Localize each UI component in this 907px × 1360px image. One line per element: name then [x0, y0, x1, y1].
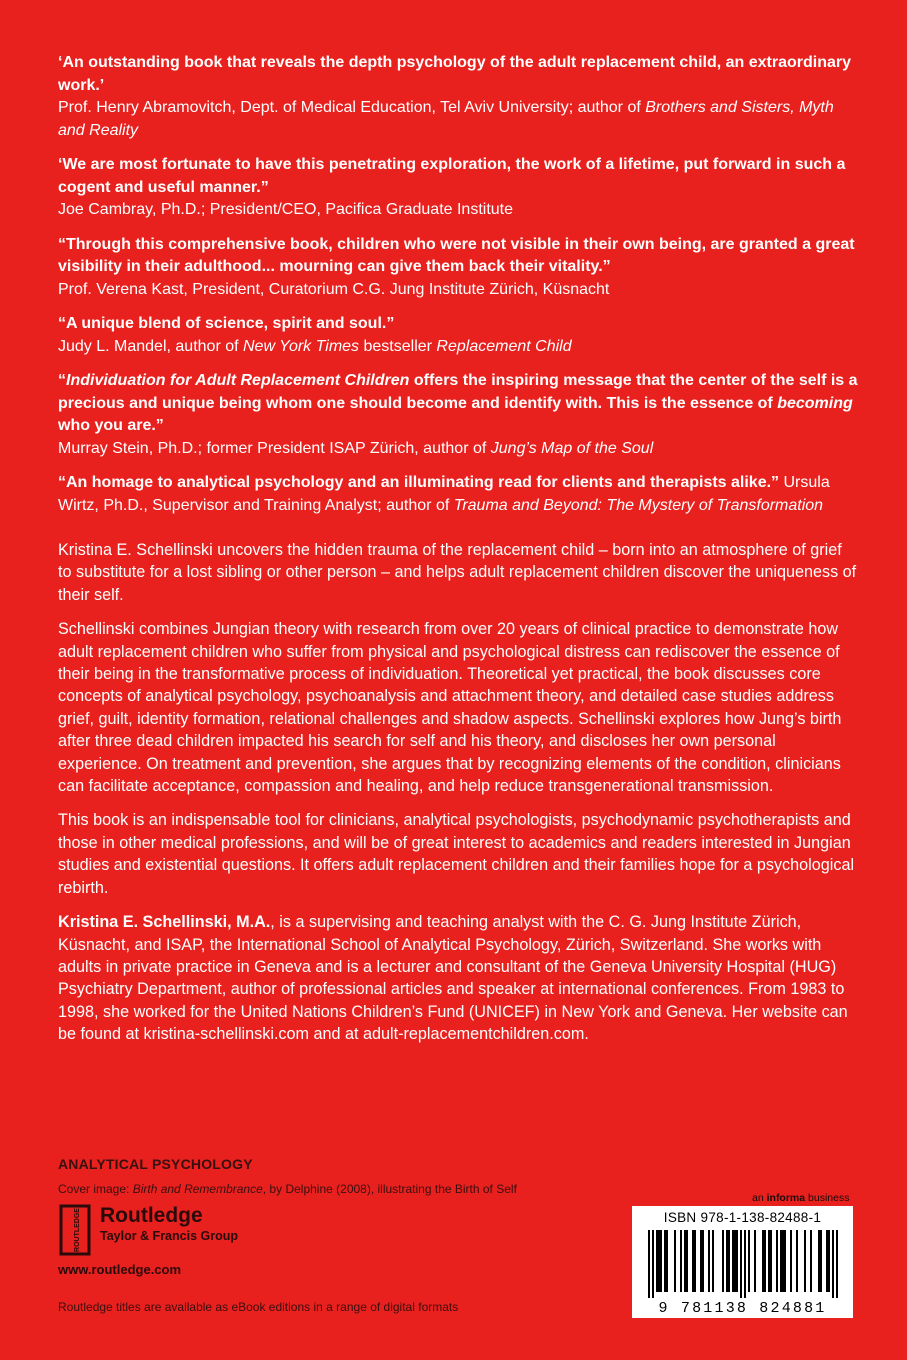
review-2: [58, 154, 858, 222]
barcode-bar: [818, 1230, 820, 1292]
publisher-name: Routledge: [100, 1204, 203, 1227]
review-text: “An homage to analytical psychology and an illuminating read for clients and therapists alike.” Ursula Wirtz, Ph.D., Supervisor and Training Analyst; author of Trauma and Beyond: The Mystery of Transformation: [58, 474, 830, 514]
review-3: [58, 234, 858, 302]
barcode-bar: [692, 1230, 694, 1292]
review-attribution: Joe Cambray, Ph.D.; President/CEO, Pacifica Graduate Institute: [58, 201, 514, 218]
barcode-bar: [768, 1230, 770, 1292]
barcode-bar: [700, 1230, 702, 1292]
barcode-box: [632, 1206, 853, 1318]
book-title: Trauma and Beyond: The Mystery of Transformation: [453, 496, 824, 514]
ebook-note: Routledge titles are available as eBook editions in a range of digital formats: [58, 1300, 459, 1314]
barcode-bar: [728, 1230, 730, 1292]
review-quote: “Through this comprehensive book, children who were not visible in their own being, are granted a great visibility in their adulthood... mourning can give them back their vitality.”: [58, 235, 855, 275]
book-title: Jung’s Map of the Soul: [490, 439, 654, 457]
review-quote: “Individuation for Adult Replacement Children offers the inspiring message that the center of the self is a precious and unique being whom one should become and identify with. This is the essence of becoming who you are.”: [58, 372, 858, 434]
barcode-bar: [658, 1230, 660, 1292]
barcode-bar: [820, 1230, 822, 1292]
review-5: [58, 370, 858, 460]
barcode-bar: [734, 1230, 736, 1292]
isbn-label: ISBN 978-1-138-82488-1: [663, 1210, 822, 1225]
barcode-bar: [790, 1230, 792, 1292]
barcode-bar: [732, 1230, 734, 1292]
description-paragraph: Kristina E. Schellinski uncovers the hidden trauma of the replacement child – born into an atmosphere of grief to substitute for a lost sibling or other person – and helps adult replacement children discover the uniqueness of their self.: [58, 541, 857, 604]
review-attribution: Murray Stein, Ph.D.; former President ISAP Zürich, author of Jung’s Map of the Soul: [58, 439, 654, 457]
review-quote: ‘We are most fortunate to have this penetrating exploration, the work of a lifetime, put forward in such a cogent and useful manner.”: [58, 156, 846, 196]
barcode-bar: [712, 1230, 714, 1292]
barcode-bar: [694, 1230, 696, 1292]
barcode-bar: [770, 1230, 772, 1292]
reviews-section: [58, 52, 858, 517]
barcode-bar: [656, 1230, 658, 1292]
review-4: [58, 313, 858, 358]
cover-credit: Cover image: Birth and Remembrance, by Delphine (2008), illustrating the Birth of Self: [58, 1182, 517, 1196]
barcode-bar: [744, 1230, 746, 1298]
barcode-bar: [740, 1230, 742, 1298]
barcode-bar: [828, 1230, 830, 1292]
barcode-bar: [754, 1230, 756, 1292]
book-title: Brothers and Sisters, Myth and Reality: [58, 99, 834, 139]
barcode-bar: [796, 1230, 798, 1292]
publisher-subtitle: Taylor & Francis Group: [100, 1229, 238, 1243]
review-quote: “A unique blend of science, spirit and soul.”: [58, 315, 395, 332]
barcode-bar: [782, 1230, 784, 1292]
barcode-bar: [686, 1230, 688, 1292]
barcode-bar: [708, 1230, 710, 1292]
book-title: Replacement Child: [436, 337, 572, 355]
review-attribution: Judy L. Mandel, author of New York Times bestseller Replacement Child: [58, 337, 572, 355]
barcode-bar: [736, 1230, 738, 1292]
barcode-bar: [726, 1230, 728, 1292]
barcode-bar: [660, 1230, 662, 1292]
barcode-bar: [826, 1230, 828, 1292]
informa-label: an informa business: [752, 1192, 850, 1204]
barcode-bar: [780, 1230, 782, 1292]
barcode-bar: [680, 1230, 682, 1292]
review-quote: ‘An outstanding book that reveals the depth psychology of the adult replacement child, an extraordinary work.’: [58, 54, 852, 94]
review-attribution: Prof. Verena Kast, President, Curatorium C.G. Jung Institute Zürich, Küsnacht: [58, 280, 610, 298]
barcode-bar: [784, 1230, 786, 1292]
review-quote: “An homage to analytical psychology and an illuminating read for clients and therapists alike.”: [58, 474, 780, 491]
barcode-bar: [764, 1230, 766, 1292]
logo-mark-text: ROUTLEDGE: [74, 1208, 81, 1252]
description-paragraph: This book is an indispensable tool for clinicians, analytical psychologists, psychodynamic psychotherapists and those in other medical professions, and will be of great interest to academics and readers interested in Jungian studies and existential questions. It offers adult replacement children and their families hope for a psychological rebirth.: [58, 811, 855, 897]
back-cover-content: [58, 52, 858, 1058]
author-bio: Kristina E. Schellinski, M.A., is a supervising and teaching analyst with the C. G. Jung Institute Zürich, Küsnacht, and ISAP, the International School of Analytical Psychology, Zürich, Switzerland. She works with adults in private practice in Geneva and is a lecturer and consultant of the Geneva University Hospital (HUG) Psychiatry Department, author of professional articles and speaker at international conferences. From 1983 to 1998, she worked for the United Nations Children’s Fund (UNICEF) in New York and Geneva. Her website can be found at kristina-schellinski.com and at adult-replacementchildren.com.: [58, 913, 848, 1044]
barcode-bar: [684, 1230, 686, 1292]
barcode-bar: [666, 1230, 668, 1292]
book-title: New York Times: [243, 337, 360, 355]
barcode-bar: [702, 1230, 704, 1292]
routledge-logo: [58, 1204, 238, 1256]
barcode-bar: [652, 1230, 654, 1298]
series-label: ANALYTICAL PSYCHOLOGY: [58, 1156, 253, 1172]
description-paragraph: Schellinski combines Jungian theory with research from over 20 years of clinical practice to demonstrate how adult replacement children who suffer from physical and psychological distress can rediscover the essence of their being in the transformative process of individuation. Theoretical yet practical, the book discusses core concepts of analytical psychology, psychoanalysis and attachment theory, and detailed case studies address grief, guilt, identity formation, relational challenges and shadow aspects. Schellinski explores how Jung’s birth after three dead children impacted his search for self and his theory, and discloses her own personal experience. On treatment and prevention, she argues that by recognizing elements of the condition, clinicians can facilitate acceptance, compassion and healing, and help reduce transgenerational transmission.: [58, 620, 842, 796]
logo-text: [100, 1204, 238, 1244]
barcode-bar: [748, 1230, 750, 1292]
barcode-bar: [674, 1230, 676, 1292]
review-1: [58, 52, 858, 142]
barcode-bar: [810, 1230, 812, 1292]
publisher-url[interactable]: www.routledge.com: [58, 1262, 182, 1277]
barcode-digits: 9 781138 824881: [658, 1300, 827, 1317]
barcode-bar: [804, 1230, 806, 1292]
author-name: Kristina E. Schellinski, M.A.: [58, 913, 271, 932]
review-attribution: Prof. Henry Abramovitch, Dept. of Medical Education, Tel Aviv University; author of Brothers and Sisters, Myth and Reality: [58, 99, 834, 139]
barcode-bar: [836, 1230, 838, 1298]
barcode-bar: [664, 1230, 666, 1292]
barcode-bar: [832, 1230, 834, 1298]
barcode-bar: [776, 1230, 778, 1292]
book-title: Individuation for Adult Replacement Children: [66, 372, 410, 389]
barcode-bar: [762, 1230, 764, 1292]
barcode-bar: [648, 1230, 650, 1298]
barcode-bar: [722, 1230, 724, 1292]
review-6: [58, 472, 858, 517]
routledge-logo-icon: [58, 1204, 92, 1256]
barcode-icon: [642, 1230, 843, 1298]
